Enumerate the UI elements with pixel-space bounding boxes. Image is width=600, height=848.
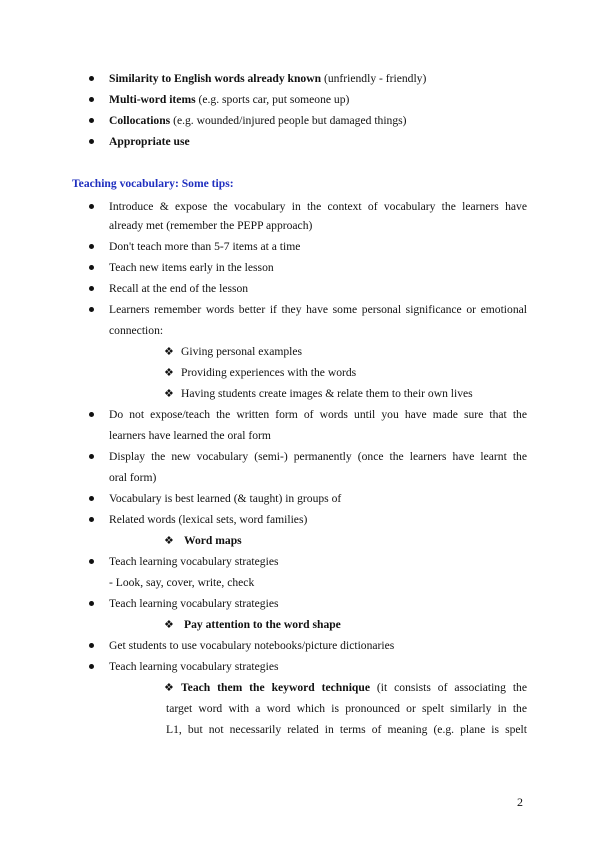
- list-item: Appropriate use: [109, 135, 190, 148]
- sub-list-item: Providing experiences with the words: [181, 366, 357, 379]
- sub-list-item: Giving personal examples: [181, 345, 303, 358]
- list-item: Teach learning vocabulary strategies: [109, 597, 279, 610]
- sub-list-item-continuation: target word with a word which is pronounced or spelt similarly in the: [166, 702, 527, 715]
- list-item-continuation: connection:: [109, 324, 164, 337]
- list-item-detail: - Look, say, cover, write, check: [109, 576, 255, 589]
- section-heading: Teaching vocabulary: Some tips:: [72, 177, 234, 190]
- list-item-continuation: learners have learned the oral form: [109, 429, 271, 442]
- list-item-continuation: oral form): [109, 471, 157, 484]
- sub-list-item: Teach them the keyword technique (it consists of associating the: [181, 681, 527, 694]
- sub-list-item: Having students create images & relate them to their own lives: [181, 387, 473, 400]
- list-item: Get students to use vocabulary notebooks/picture dictionaries: [109, 639, 395, 652]
- bullet: [88, 306, 96, 314]
- diamond-bullet-icon: ❖: [164, 346, 174, 358]
- bullet: [88, 243, 96, 251]
- list-item: Multi-word items (e.g. sports car, put someone up): [109, 93, 350, 106]
- list-item: Similarity to English words already known (unfriendly - friendly): [109, 72, 427, 85]
- bullet: [88, 600, 96, 608]
- bullet: [88, 516, 96, 524]
- diamond-bullet-icon: ❖: [164, 682, 174, 694]
- bullet: [88, 453, 96, 461]
- list-item: Vocabulary is best learned (& taught) in groups of: [109, 492, 342, 505]
- bullet: [88, 264, 96, 272]
- diamond-bullet-icon: ❖: [164, 388, 174, 400]
- diamond-bullet-icon: ❖: [164, 619, 174, 631]
- bullet: [88, 285, 96, 293]
- page-number: 2: [517, 795, 523, 809]
- list-item: Teach learning vocabulary strategies: [109, 660, 279, 673]
- list-item: Related words (lexical sets, word families): [109, 513, 308, 526]
- bullet: [88, 558, 96, 566]
- list-item: Introduce & expose the vocabulary in the context of vocabulary the learners have: [109, 200, 527, 213]
- list-item: Teach new items early in the lesson: [109, 261, 274, 274]
- bullet: [88, 138, 96, 146]
- list-item-continuation: already met (remember the PEPP approach): [109, 219, 313, 232]
- bullet: [88, 75, 96, 83]
- sub-list-item-continuation: L1, but not necessarily related in terms of meaning (e.g. plane is spelt: [166, 723, 527, 736]
- list-item: Display the new vocabulary (semi-) permanently (once the learners have learnt the: [109, 450, 527, 463]
- sub-list-item: Word maps: [184, 534, 242, 547]
- sub-list-item: Pay attention to the word shape: [184, 618, 341, 631]
- list-item: Do not expose/teach the written form of words until you have made sure that the: [109, 408, 527, 421]
- bullet: [88, 642, 96, 650]
- list-item: Learners remember words better if they have some personal significance or emotional: [109, 303, 527, 316]
- diamond-bullet-icon: ❖: [164, 535, 174, 547]
- diamond-bullet-icon: ❖: [164, 367, 174, 379]
- bullet: [88, 495, 96, 503]
- bullet: [88, 203, 96, 211]
- bullet: [88, 117, 96, 125]
- bullet: [88, 411, 96, 419]
- list-item: Collocations (e.g. wounded/injured people but damaged things): [109, 114, 407, 127]
- list-item: Teach learning vocabulary strategies: [109, 555, 279, 568]
- bullet: [88, 96, 96, 104]
- list-item: Don't teach more than 5-7 items at a time: [109, 240, 301, 253]
- bullet: [88, 663, 96, 671]
- list-item: Recall at the end of the lesson: [109, 282, 249, 295]
